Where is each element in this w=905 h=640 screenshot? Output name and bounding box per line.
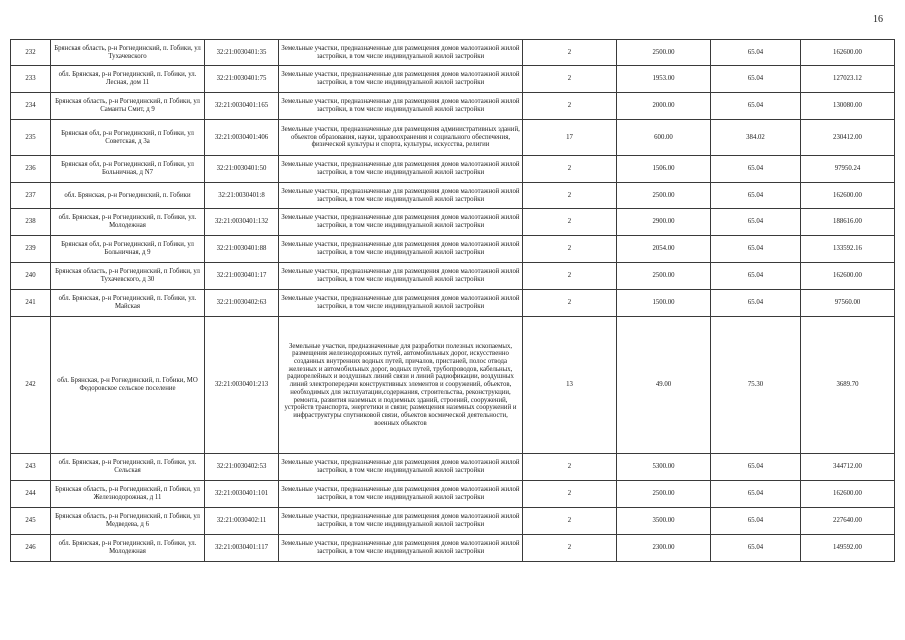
area-cell: 3500.00 xyxy=(617,508,711,535)
land-use-cell: Земельные участки, предназначенные для размещения домов малоэтажной жилой застройки, в том числе индивидуальной жилой застройки xyxy=(279,93,523,120)
cadastral-number-cell: 32:21:0030402:11 xyxy=(205,508,279,535)
cadastral-number-cell: 32:21:0030401:101 xyxy=(205,481,279,508)
area-cell: 5300.00 xyxy=(617,454,711,481)
land-use-cell: Земельные участки, предназначенные для размещения домов малоэтажной жилой застройки, в том числе индивидуальной жилой застройки xyxy=(279,156,523,183)
row-number-cell: 243 xyxy=(11,454,51,481)
use-type-code-cell: 2 xyxy=(523,40,617,66)
cadastral-value-cell: 162600.00 xyxy=(801,481,895,508)
cadastral-rate-cell: 65.04 xyxy=(711,508,801,535)
cadastral-number-cell: 32:21:0030401:17 xyxy=(205,263,279,290)
cadastral-value-cell: 227640.00 xyxy=(801,508,895,535)
cadastral-rate-cell: 65.04 xyxy=(711,535,801,562)
address-cell: обл. Брянская, р-н Рогнединский, п. Гобики xyxy=(51,183,205,209)
use-type-code-cell: 13 xyxy=(523,317,617,454)
row-number-cell: 239 xyxy=(11,236,51,263)
land-use-cell: Земельные участки, предназначенные для размещения домов малоэтажной жилой застройки, в том числе индивидуальной жилой застройки xyxy=(279,209,523,236)
cadastral-rate-cell: 65.04 xyxy=(711,93,801,120)
use-type-code-cell: 2 xyxy=(523,535,617,562)
table-row xyxy=(11,508,895,535)
table-row xyxy=(11,40,895,66)
row-number-cell: 235 xyxy=(11,120,51,156)
land-use-cell: Земельные участки, предназначенные для размещения домов малоэтажной жилой застройки, в том числе индивидуальной жилой застройки xyxy=(279,263,523,290)
area-cell: 1500.00 xyxy=(617,290,711,317)
cadastral-number-cell: 32:21:0030401:213 xyxy=(205,317,279,454)
address-cell: обл. Брянская, р-н Рогнединский, п. Гобики, ул. Молодежная xyxy=(51,535,205,562)
cadastral-value-cell: 162600.00 xyxy=(801,263,895,290)
table-row xyxy=(11,183,895,209)
cadastral-rate-cell: 65.04 xyxy=(711,454,801,481)
cadastral-rate-cell: 65.04 xyxy=(711,40,801,66)
table-body xyxy=(11,40,895,562)
table-row xyxy=(11,236,895,263)
table-row xyxy=(11,263,895,290)
cadastral-rate-cell: 65.04 xyxy=(711,66,801,93)
row-number-cell: 246 xyxy=(11,535,51,562)
area-cell: 49.00 xyxy=(617,317,711,454)
land-use-cell: Земельные участки, предназначенные для размещения домов малоэтажной жилой застройки, в том числе индивидуальной жилой застройки xyxy=(279,236,523,263)
cadastral-rate-cell: 75.30 xyxy=(711,317,801,454)
cadastral-rate-cell: 65.04 xyxy=(711,263,801,290)
table-row xyxy=(11,120,895,156)
land-use-cell: Земельные участки, предназначенные для размещения домов малоэтажной жилой застройки, в том числе индивидуальной жилой застройки xyxy=(279,183,523,209)
use-type-code-cell: 2 xyxy=(523,236,617,263)
address-cell: обл. Брянская, р-н Рогнединский, п. Гобики, ул. Лесная, дом 11 xyxy=(51,66,205,93)
land-plots-table xyxy=(10,39,895,562)
row-number-cell: 238 xyxy=(11,209,51,236)
area-cell: 1506.00 xyxy=(617,156,711,183)
area-cell: 2900.00 xyxy=(617,209,711,236)
cadastral-value-cell: 130080.00 xyxy=(801,93,895,120)
area-cell: 2500.00 xyxy=(617,263,711,290)
row-number-cell: 234 xyxy=(11,93,51,120)
cadastral-value-cell: 127023.12 xyxy=(801,66,895,93)
use-type-code-cell: 2 xyxy=(523,156,617,183)
land-use-cell: Земельные участки, предназначенные для размещения домов малоэтажной жилой застройки, в том числе индивидуальной жилой застройки xyxy=(279,535,523,562)
cadastral-rate-cell: 65.04 xyxy=(711,236,801,263)
address-cell: обл. Брянская, р-н Рогнединский, п. Гобики, ул. Майская xyxy=(51,290,205,317)
row-number-cell: 236 xyxy=(11,156,51,183)
cadastral-value-cell: 230412.00 xyxy=(801,120,895,156)
address-cell: Брянская область, р-н Рогнединский, п Гобики, ул Медведева, д 6 xyxy=(51,508,205,535)
table-row xyxy=(11,454,895,481)
address-cell: обл. Брянская, р-н Рогнединский, п. Гобики, МО Федоровское сельское поселение xyxy=(51,317,205,454)
cadastral-number-cell: 32:21:0030402:63 xyxy=(205,290,279,317)
cadastral-number-cell: 32:21:0030401:8 xyxy=(205,183,279,209)
table-row xyxy=(11,156,895,183)
cadastral-value-cell: 97560.00 xyxy=(801,290,895,317)
address-cell: Брянская обл, р-н Рогнединский, п Гобики, ул Больничная, д N7 xyxy=(51,156,205,183)
cadastral-rate-cell: 384.02 xyxy=(711,120,801,156)
cadastral-rate-cell: 65.04 xyxy=(711,156,801,183)
cadastral-rate-cell: 65.04 xyxy=(711,183,801,209)
cadastral-rate-cell: 65.04 xyxy=(711,209,801,236)
table-row xyxy=(11,66,895,93)
use-type-code-cell: 2 xyxy=(523,290,617,317)
use-type-code-cell: 2 xyxy=(523,209,617,236)
cadastral-value-cell: 344712.00 xyxy=(801,454,895,481)
cadastral-value-cell: 188616.00 xyxy=(801,209,895,236)
cadastral-number-cell: 32:21:0030401:165 xyxy=(205,93,279,120)
address-cell: Брянская обл, р-н Рогнединский, п Гобики, ул Больничная, д 9 xyxy=(51,236,205,263)
area-cell: 2054.00 xyxy=(617,236,711,263)
table-row xyxy=(11,481,895,508)
cadastral-rate-cell: 65.04 xyxy=(711,481,801,508)
cadastral-number-cell: 32:21:0030402:53 xyxy=(205,454,279,481)
use-type-code-cell: 2 xyxy=(523,454,617,481)
cadastral-number-cell: 32:21:0030401:132 xyxy=(205,209,279,236)
land-use-cell: Земельные участки, предназначенные для размещения домов малоэтажной жилой застройки, в том числе индивидуальной жилой застройки xyxy=(279,454,523,481)
cadastral-number-cell: 32:21:0030401:406 xyxy=(205,120,279,156)
use-type-code-cell: 2 xyxy=(523,93,617,120)
area-cell: 2000.00 xyxy=(617,93,711,120)
row-number-cell: 241 xyxy=(11,290,51,317)
table-row xyxy=(11,209,895,236)
cadastral-value-cell: 97950.24 xyxy=(801,156,895,183)
address-cell: Брянская область, р-н Рогнединский, п Гобики, ул Саманты Смит, д 9 xyxy=(51,93,205,120)
cadastral-value-cell: 149592.00 xyxy=(801,535,895,562)
row-number-cell: 242 xyxy=(11,317,51,454)
land-use-cell: Земельные участки, предназначенные для размещения домов малоэтажной жилой застройки, в том числе индивидуальной жилой застройки xyxy=(279,481,523,508)
area-cell: 2300.00 xyxy=(617,535,711,562)
land-use-cell: Земельные участки, предназначенные для размещения административных зданий, объектов образования, науки, здравоохранения и социального обеспечения, физической культуры и спорта, культуры, искусства, религии xyxy=(279,120,523,156)
address-cell: обл. Брянская, р-н Рогнединский, п. Гобики, ул. Молодежная xyxy=(51,209,205,236)
area-cell: 600.00 xyxy=(617,120,711,156)
use-type-code-cell: 2 xyxy=(523,508,617,535)
address-cell: Брянская область, р-н Рогнединский, п. Гобики, ул Тухачевского xyxy=(51,40,205,66)
address-cell: Брянская обл, р-н Рогнединский, п Гобики, ул Советская, д 3а xyxy=(51,120,205,156)
address-cell: Брянская область, р-н Рогнединский, п Гобики, ул Тухачевского, д 30 xyxy=(51,263,205,290)
table-row xyxy=(11,535,895,562)
land-use-cell: Земельные участки, предназначенные для размещения домов малоэтажной жилой застройки, в том числе индивидуальной жилой застройки xyxy=(279,508,523,535)
cadastral-value-cell: 162600.00 xyxy=(801,183,895,209)
use-type-code-cell: 2 xyxy=(523,66,617,93)
area-cell: 1953.00 xyxy=(617,66,711,93)
page-number: 16 xyxy=(873,14,883,25)
use-type-code-cell: 2 xyxy=(523,263,617,290)
land-use-cell: Земельные участки, предназначенные для размещения домов малоэтажной жилой застройки, в том числе индивидуальной жилой застройки xyxy=(279,66,523,93)
address-cell: обл. Брянская, р-н Рогнединский, п. Гобики, ул. Сельская xyxy=(51,454,205,481)
row-number-cell: 233 xyxy=(11,66,51,93)
row-number-cell: 237 xyxy=(11,183,51,209)
use-type-code-cell: 2 xyxy=(523,183,617,209)
table-row xyxy=(11,317,895,454)
row-number-cell: 240 xyxy=(11,263,51,290)
cadastral-value-cell: 3689.70 xyxy=(801,317,895,454)
table-row xyxy=(11,93,895,120)
cadastral-number-cell: 32:21:0030401:75 xyxy=(205,66,279,93)
land-use-cell: Земельные участки, предназначенные для размещения домов малоэтажной жилой застройки, в том числе индивидуальной жилой застройки xyxy=(279,290,523,317)
cadastral-rate-cell: 65.04 xyxy=(711,290,801,317)
row-number-cell: 245 xyxy=(11,508,51,535)
use-type-code-cell: 2 xyxy=(523,481,617,508)
area-cell: 2500.00 xyxy=(617,481,711,508)
cadastral-number-cell: 32:21:0030401:50 xyxy=(205,156,279,183)
cadastral-number-cell: 32:21:0030401:117 xyxy=(205,535,279,562)
land-use-cell: Земельные участки, предназначенные для разработки полезных ископаемых, размещения железнодорожных путей, автомобильных дорог, искусственно созданных внутренних водных путей, причалов, пристаней, полос отвода железных и автомобильных дорог, водных путей, трубопроводов, кабельных, радиорелейных и воздушных линий связи и линий радиофикации, воздушных линий электропередачи конструктивных элементов и сооружений, объектов, необходимых для эксплуатации,содержания, строительства, реконструкции, ремонта, развития наземных и подземных зданий, строений, сооружений, устройств транспорта, энергетики и связи; размещения наземных сооружений и инфраструктуры спутниковой связи, объектов космической деятельности, военных объектов xyxy=(279,317,523,454)
table-row xyxy=(11,290,895,317)
cadastral-value-cell: 133592.16 xyxy=(801,236,895,263)
use-type-code-cell: 17 xyxy=(523,120,617,156)
cadastral-number-cell: 32:21:0030401:88 xyxy=(205,236,279,263)
land-use-cell: Земельные участки, предназначенные для размещения домов малоэтажной жилой застройки, в том числе индивидуальной жилой застройки xyxy=(279,40,523,66)
row-number-cell: 244 xyxy=(11,481,51,508)
area-cell: 2500.00 xyxy=(617,40,711,66)
cadastral-value-cell: 162600.00 xyxy=(801,40,895,66)
row-number-cell: 232 xyxy=(11,40,51,66)
area-cell: 2500.00 xyxy=(617,183,711,209)
address-cell: Брянская область, р-н Рогнединский, п Гобики, ул Железнодорожная, д 11 xyxy=(51,481,205,508)
cadastral-number-cell: 32:21:0030401:35 xyxy=(205,40,279,66)
